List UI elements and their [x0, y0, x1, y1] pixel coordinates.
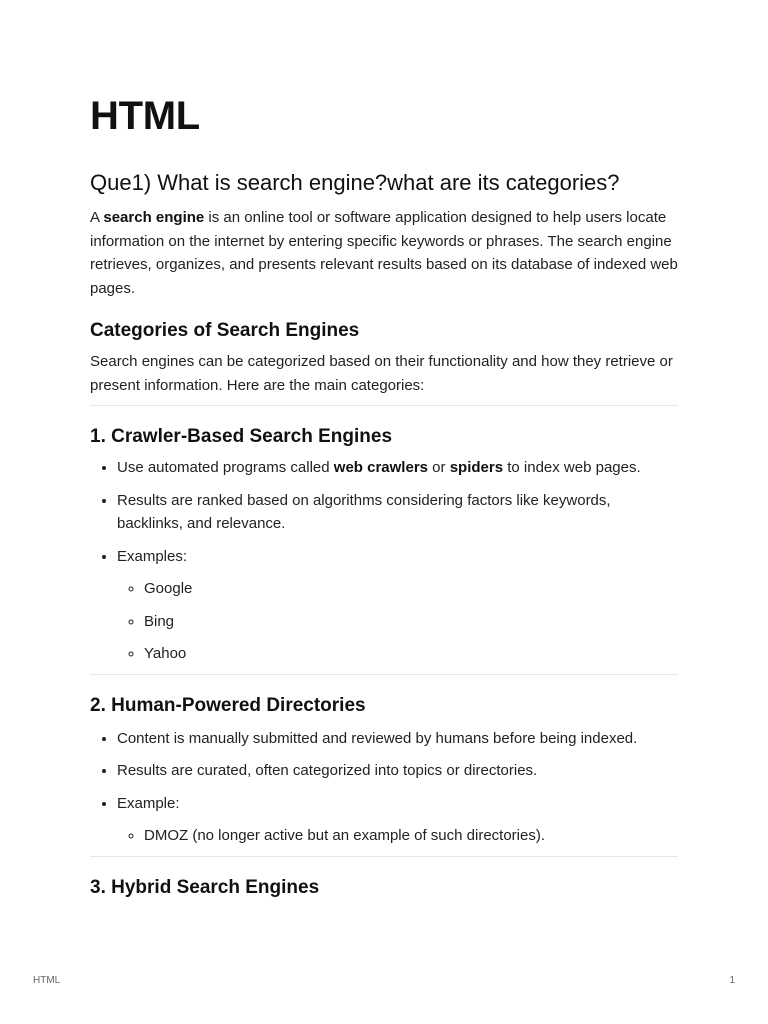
intro-paragraph	[90, 206, 678, 300]
examples-label: Example:	[117, 794, 180, 812]
crawler-heading: 1. Crawler-Based Search Engines	[90, 426, 393, 447]
human-heading: 2. Human-Powered Directories	[90, 694, 366, 716]
categories-heading: Categories of Search Engines	[90, 320, 360, 341]
intro-suffix: is an online tool or software application designed to help users locate information on the internet by entering specific keywords or phrases. The search engine retrieves, organizes, and presents relevant results based on its database of indexed web pages.	[90, 209, 678, 297]
examples-label: Examples:	[117, 547, 188, 565]
list-item: • Results are curated, often categorized into topics or directories.	[117, 759, 678, 783]
list-item: ◦ Google	[144, 577, 678, 601]
text-span: or	[428, 459, 450, 476]
list-item: • Content is manually submitted and reviewed by humans before being indexed.	[117, 727, 678, 751]
document-content	[90, 168, 678, 907]
intro-bold-term: search engine	[103, 209, 205, 226]
human-examples-list	[117, 824, 678, 848]
page-number: 1	[729, 975, 735, 986]
list-item: • Results are ranked based on algorithms considering factors like keywords, backlinks, and relevance.	[117, 489, 678, 536]
intro-prefix: A	[90, 209, 104, 226]
crawler-list	[90, 456, 678, 666]
list-item	[117, 545, 678, 666]
bold-term: web crawlers	[333, 459, 428, 476]
categories-paragraph: Search engines can be categorized based on their functionality and how they retrieve or present information. Here are the main categories:	[90, 353, 673, 394]
crawler-section	[90, 424, 678, 666]
list-item: ◦ Yahoo	[144, 642, 678, 666]
question-heading: Que1) What is search engine?what are its categories?	[90, 170, 620, 195]
bold-term: spiders	[449, 459, 504, 476]
footer-title: HTML	[33, 975, 61, 986]
divider	[90, 856, 678, 857]
text-span: to index web pages.	[503, 459, 641, 476]
list-item: ◦ Bing	[144, 610, 678, 634]
document-title: HTML	[90, 94, 200, 138]
human-list	[90, 727, 678, 848]
crawler-examples-list	[117, 577, 678, 666]
divider	[90, 674, 678, 675]
list-item	[117, 456, 678, 480]
human-section	[90, 693, 678, 848]
list-item	[117, 792, 678, 848]
list-item: ◦ DMOZ (no longer active but an example of such directories).	[144, 824, 678, 848]
divider	[90, 405, 678, 406]
text-span: Use automated programs called	[117, 459, 334, 476]
hybrid-heading: 3. Hybrid Search Engines	[90, 876, 320, 898]
